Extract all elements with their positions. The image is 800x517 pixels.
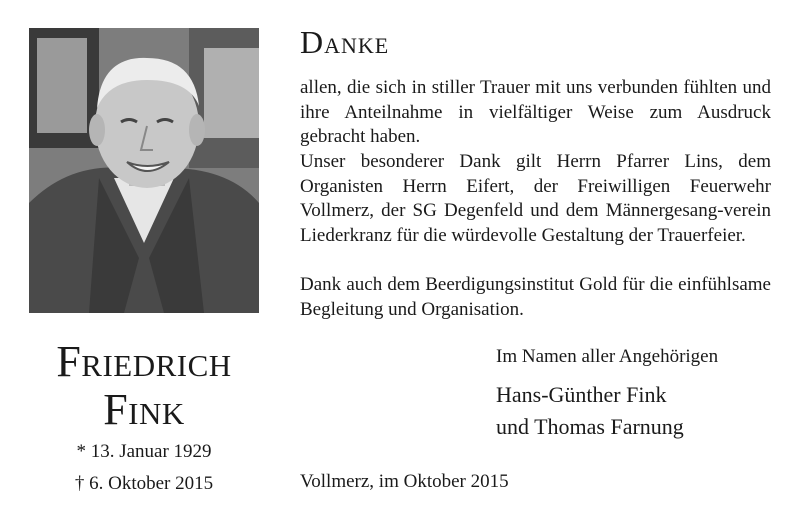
signature-name-2: und Thomas Farnung [496,414,684,439]
portrait-photo [29,28,259,313]
on-behalf-line: Im Namen aller Angehörigen [496,346,719,367]
thanks-paragraph-1: allen, die sich in stiller Trauer mit uns verbunden fühlten und ihre Anteilnahme in vielfältiger Weise zum Ausdruck gebracht haben. [300,77,771,147]
thanks-paragraph-2: Unser besonderer Dank gilt Herrn Pfarrer Lins, dem Organisten Herrn Eifert, der Freiwilligen Feuerwehr Vollmerz, der SG Degenfeld und dem Männergesang-verein Liederkranz für die würdevolle Gestaltung der Trauerfeier. [300,151,771,246]
thanks-paragraph-3: Dank auch dem Beerdigungsinstitut Gold für die einfühlsame Begleitung und Organisation. [300,274,771,320]
birth-date: * 13. Januar 1929 [76,441,212,462]
deceased-last-name: Fink [103,385,185,434]
signature-name-1: Hans-Günther Fink [496,382,667,407]
place-date: Vollmerz, im Oktober 2015 [300,471,509,492]
death-date: † 6. Oktober 2015 [74,473,214,494]
deceased-first-name: Friedrich [56,337,232,386]
page-title: Danke [300,24,390,60]
